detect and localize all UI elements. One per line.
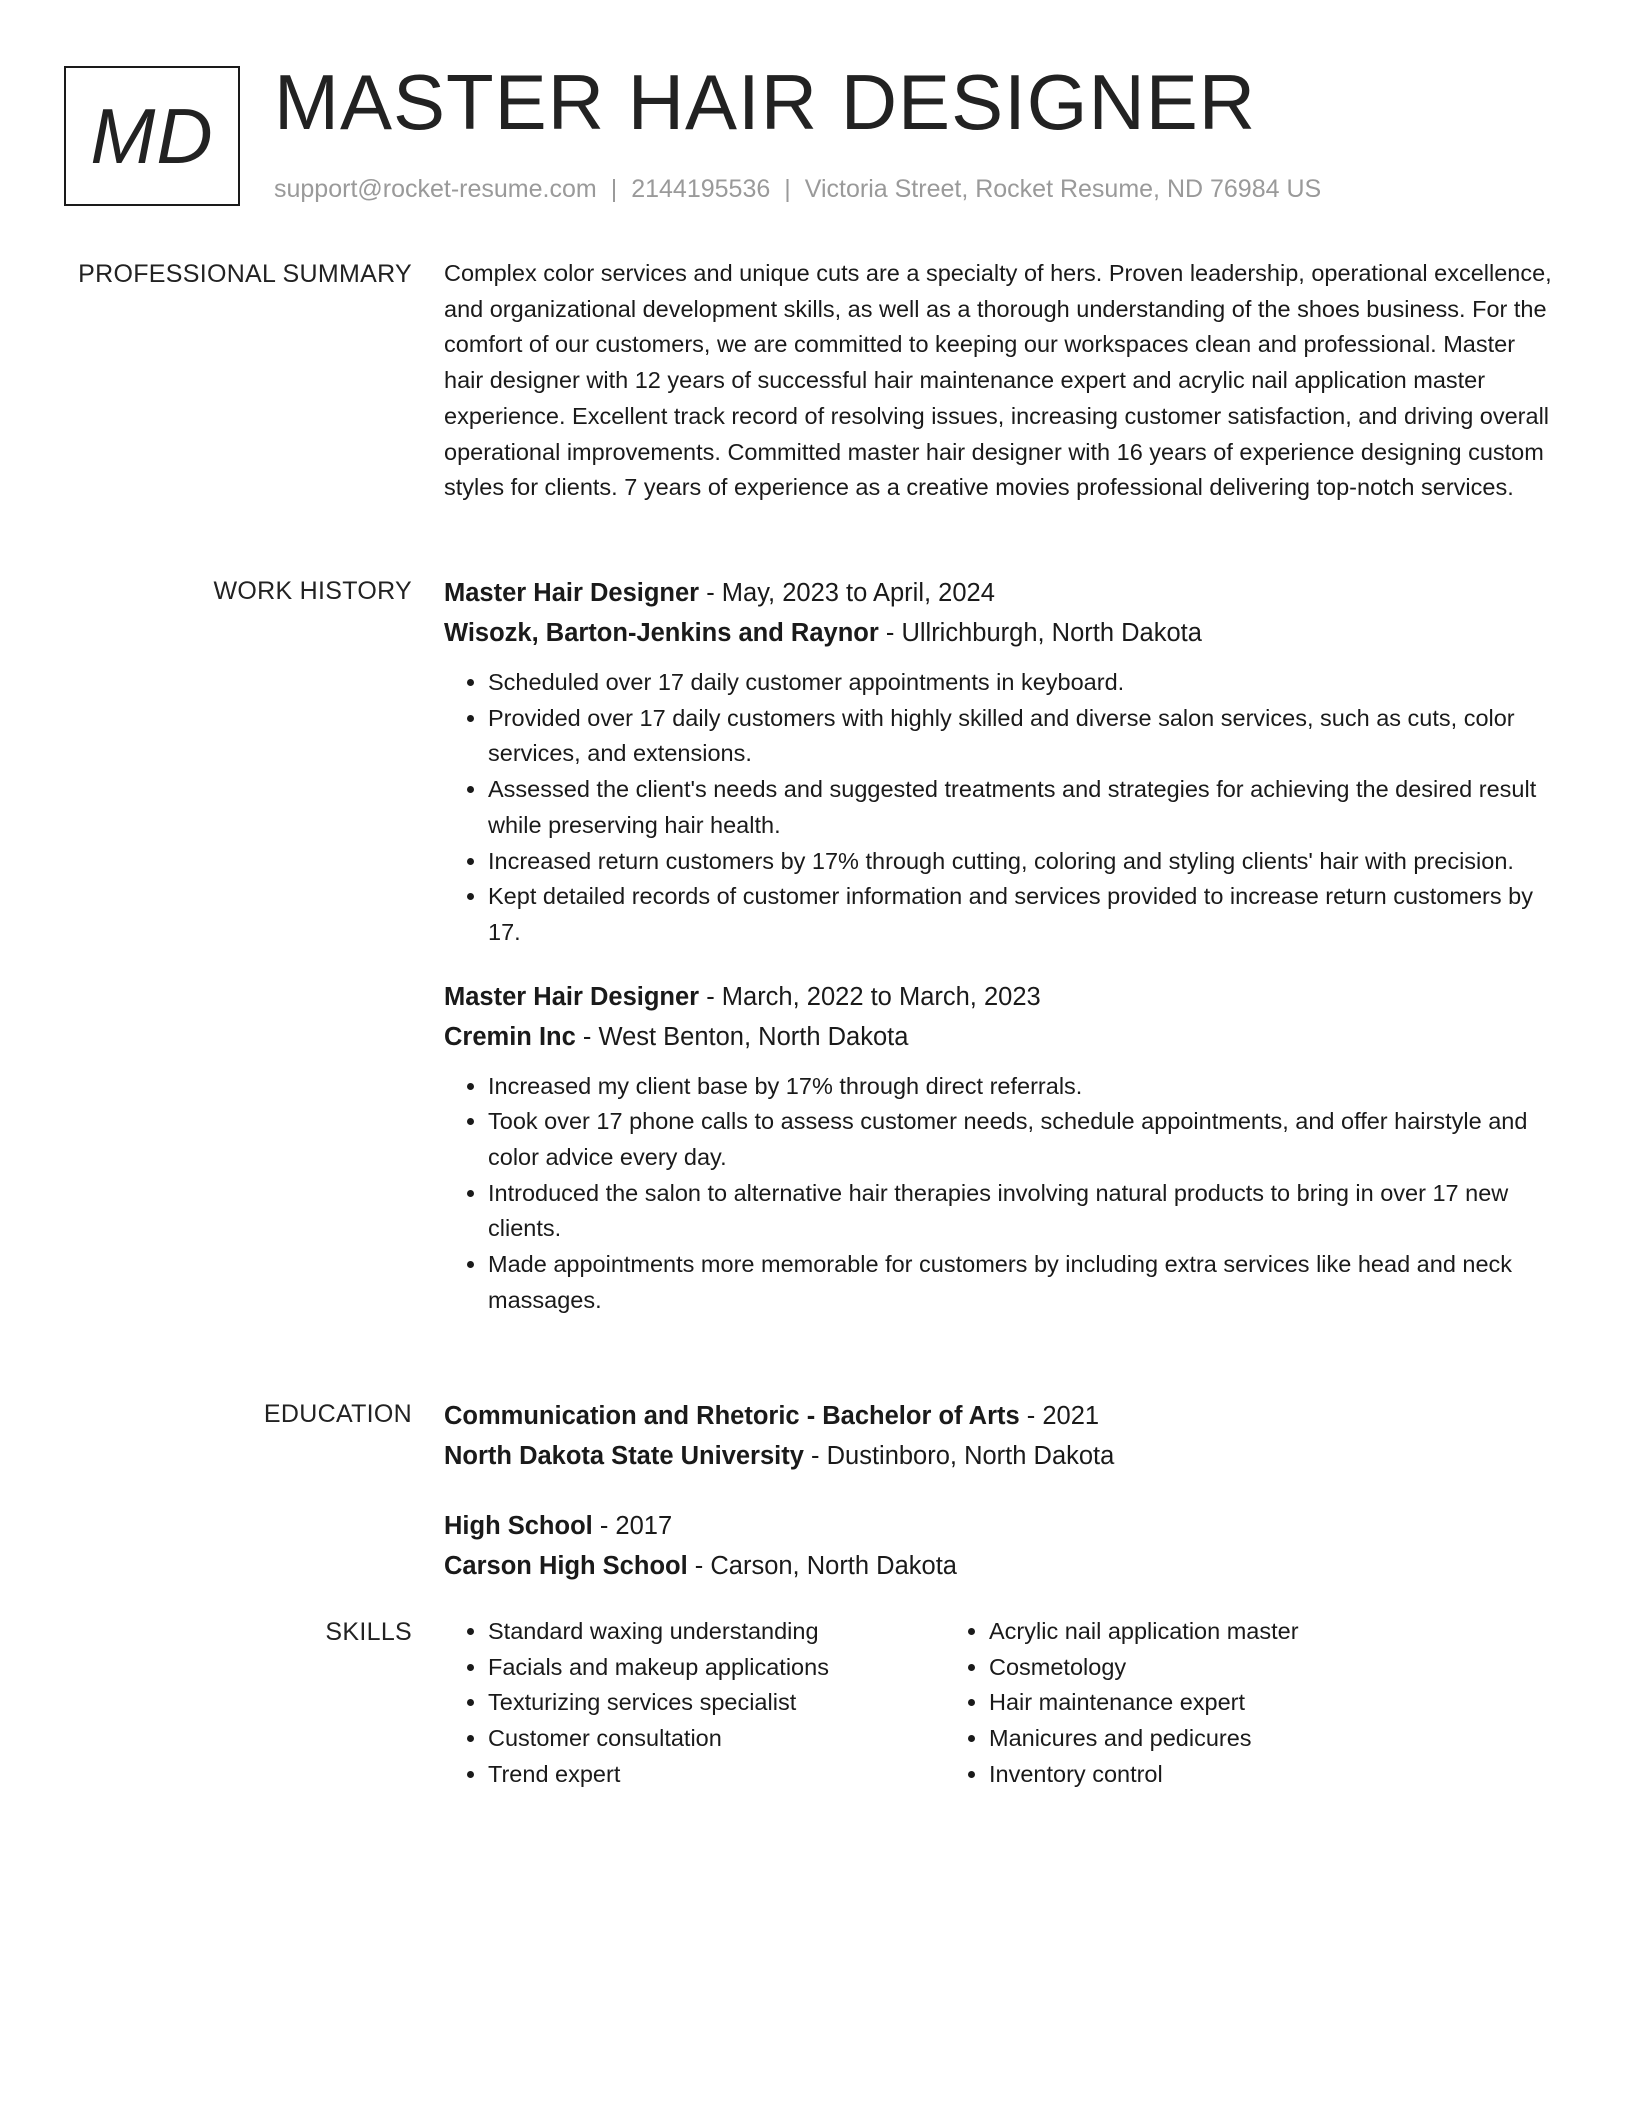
monogram-logo [64,66,240,206]
resume-name: MASTER HAIR DESIGNER [274,58,1257,146]
job-company-line [444,1017,1554,1057]
job-bullet: • Provided over 17 daily customers with highly skilled and diverse salon services, such as cuts, color services, and extensions. [488,701,1554,772]
skill-item: • Cosmetology [989,1650,1446,1686]
monogram-initials: MD [90,91,214,180]
job-entry [444,573,1554,951]
summary-text: Complex color services and unique cuts are a specialty of hers. Proven leadership, operational excellence, and organizational development skills, as well as a thorough understanding of the shoes business. For the comfort of our customers, we are committed to keeping our workspaces clean and professional. Master hair designer with 12 years of successful hair maintenance expert and acrylic nail application master experience. Excellent track record of resolving issues, increasing customer satisfaction, and driving overall operational improvements. Committed master hair designer with 16 years of experience designing custom styles for clients. 7 years of experience as a creative movies professional delivering top-notch services. [444,260,1552,501]
job-role: Master Hair Designer [444,579,700,607]
skill-item: • Texturizing services specialist [488,1685,945,1721]
job-bullet: • Introduced the salon to alternative hair therapies involving natural products to bring in over 17 new clients. [488,1176,1554,1247]
contact-separator: | [784,175,791,203]
work-history-body [444,573,1554,1319]
education-degree: High School [444,1512,593,1540]
skill-item: • Trend expert [488,1757,945,1793]
skills-body [444,1614,1554,1793]
education-school: North Dakota State University [444,1442,804,1470]
job-bullet: • Took over 17 phone calls to assess customer needs, schedule appointments, and offer hairstyle and color advice every day. [488,1104,1554,1175]
contact-separator: | [610,175,618,203]
job-company-line [444,613,1554,653]
job-company: Cremin Inc [444,1022,576,1051]
education-degree: Communication and Rhetoric - Bachelor of Arts [444,1402,1020,1430]
summary-body [444,256,1554,506]
job-dates: - March, 2022 to March, 2023 [699,982,1041,1011]
contact-email: support@rocket-resume.com [274,175,597,203]
job-bullets [444,1069,1554,1319]
summary-title: PROFESSIONAL SUMMARY [78,260,412,288]
education-entry [444,1506,1554,1586]
job-bullet: • Increased my client base by 17% through direct referrals. [488,1069,1554,1105]
job-dates: - May, 2023 to April, 2024 [699,579,995,607]
education-body [444,1396,1554,1586]
skill-item: • Inventory control [989,1757,1446,1793]
education-location: - Carson, North Dakota [687,1552,957,1580]
education-year: - 2017 [592,1512,673,1540]
job-role-line [444,977,1554,1017]
job-bullet: • Made appointments more memorable for customers by including extra services like head and neck massages. [488,1247,1554,1318]
education-year: - 2021 [1019,1402,1100,1430]
skill-item: • Standard waxing understanding [488,1614,945,1650]
job-bullet: • Increased return customers by 17% through cutting, coloring and styling clients' hair with precision. [488,844,1554,880]
contact-line [274,172,1321,206]
education-degree-line [444,1506,1554,1546]
skills-columns [444,1614,1554,1793]
job-role: Master Hair Designer [444,982,700,1011]
skill-item: • Hair maintenance expert [989,1685,1446,1721]
job-role-line [444,573,1554,613]
education-location: - Dustinboro, North Dakota [803,1442,1115,1470]
education-degree-line [444,1396,1554,1436]
skill-item: • Acrylic nail application master [989,1614,1446,1650]
job-bullet: • Scheduled over 17 daily customer appointments in keyboard. [488,665,1554,701]
job-location: - Ullrichburgh, North Dakota [878,619,1202,647]
education-school-line [444,1436,1554,1476]
education-school: Carson High School [444,1552,688,1580]
job-location: - West Benton, North Dakota [575,1022,909,1051]
skills-list-right [945,1614,1446,1793]
job-entry [444,977,1554,1319]
work-history-title: WORK HISTORY [213,577,412,605]
education-entry [444,1396,1554,1476]
skill-item: • Customer consultation [488,1721,945,1757]
skill-item: • Manicures and pedicures [989,1721,1446,1757]
job-bullet: • Assessed the client's needs and suggested treatments and strategies for achieving the desired result while preserving hair health. [488,772,1554,843]
education-title: EDUCATION [263,1400,412,1428]
skill-item: • Facials and makeup applications [488,1650,945,1686]
job-bullet: • Kept detailed records of customer information and services provided to increase return customers by 17. [488,879,1554,950]
contact-address: Victoria Street, Rocket Resume, ND 76984 US [804,175,1322,203]
job-company: Wisozk, Barton-Jenkins and Raynor [444,619,879,647]
contact-phone: 2144195536 [631,175,771,203]
skills-title: SKILLS [325,1618,412,1646]
skills-list-left [444,1614,945,1793]
job-bullets [444,665,1554,951]
education-school-line [444,1546,1554,1586]
